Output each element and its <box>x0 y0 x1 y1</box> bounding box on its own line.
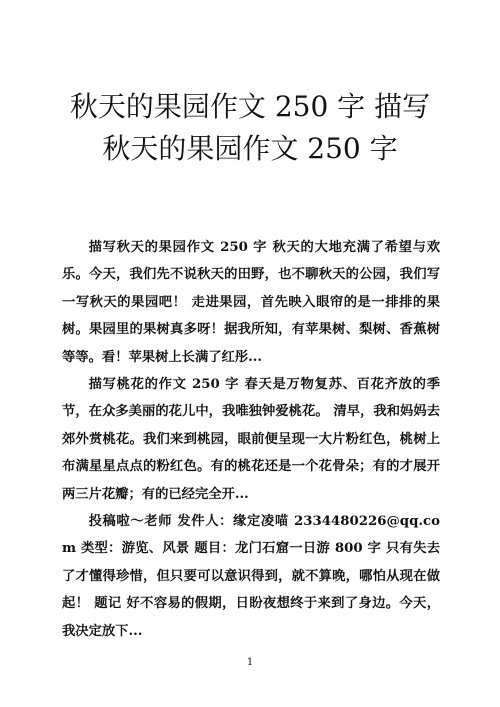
paragraph-submission: 投稿啦～老师 发件人：缘定凌喵 2334480226@qq.com 类型：游览、风景 题目：龙门石窟一日游 800 字 只有失去了才懂得珍惜，但只要可以意识得到，就不算晚，哪怕从现在做起！ 题记 好不容易的假期，日盼夜想终于来到了身边。今天，我决定放下... <box>62 514 440 639</box>
document-title: 秋天的果园作文 250 字 描写秋天的果园作文 250 字 <box>69 90 431 165</box>
document-body <box>62 234 440 645</box>
paragraph-peach-blossom: 描写桃花的作文 250 字 春天是万物复苏、百花齐放的季节，在众多美丽的花儿中，我唯独钟爱桃花。 清早，我和妈妈去郊外赏桃花。我们来到桃园，眼前便呈现一大片粉红色，桃树上布满星星点点的粉红色。有的桃花还是一个花骨朵；有的才展开两三片花瓣；有的已经完全开... <box>62 377 440 502</box>
paragraph-autumn-orchard: 描写秋天的果园作文 250 字 秋天的大地充满了希望与欢乐。今天，我们先不说秋天的田野，也不聊秋天的公园，我们写一写秋天的果园吧！ 走进果园，首先映入眼帘的是一排排的果树。果园里的果树真多呀！据我所知，有苹果树、梨树、香蕉树等等。看！苹果树上长满了红彤... <box>62 240 440 365</box>
page-number: 1 <box>246 657 254 668</box>
